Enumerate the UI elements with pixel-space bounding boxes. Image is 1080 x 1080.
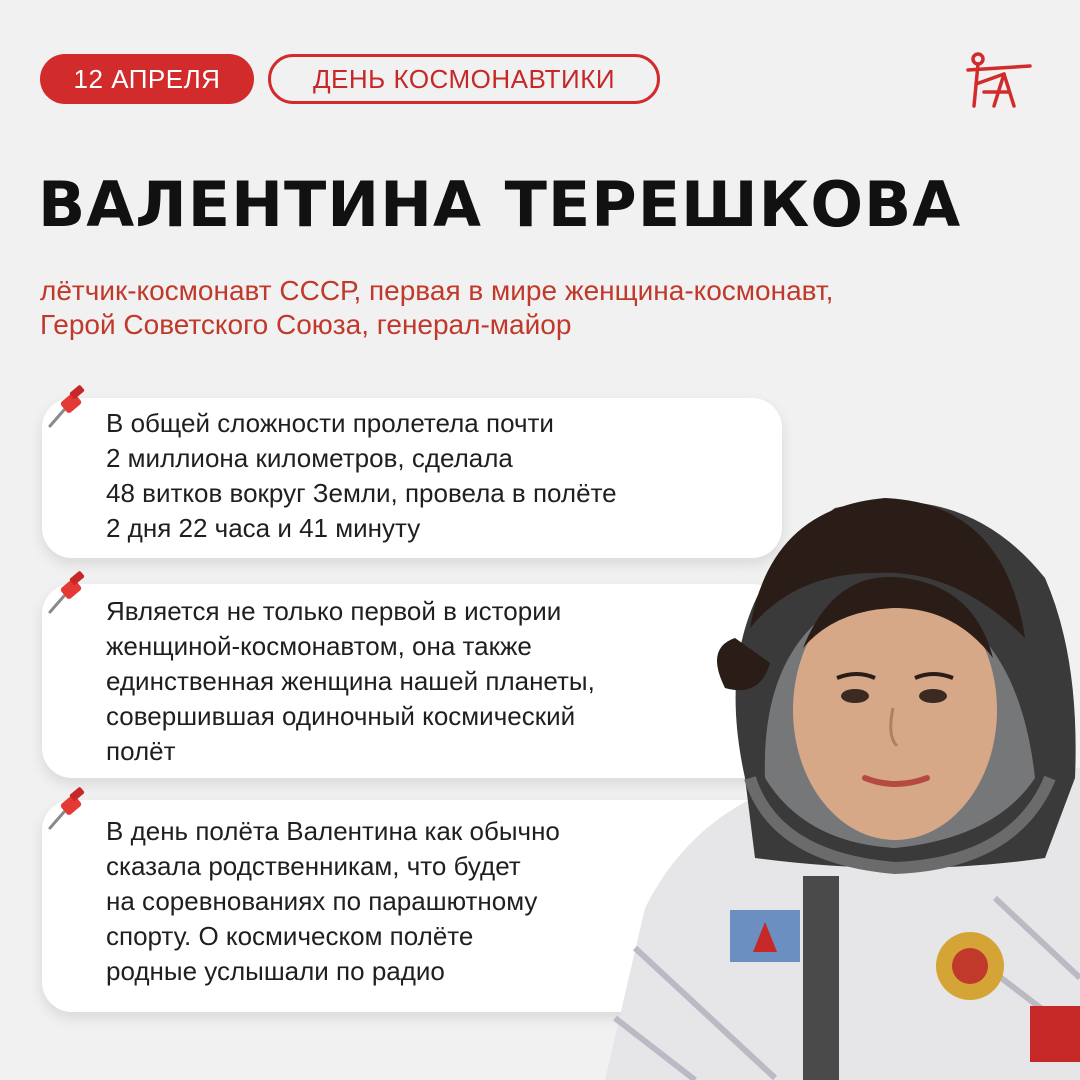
event-label: ДЕНЬ КОСМОНАВТИКИ bbox=[312, 63, 616, 94]
cosmonaut-portrait bbox=[575, 478, 1080, 1080]
subtitle bbox=[40, 274, 1070, 342]
fact-text-2: Является не только первой в истории женщиной-космонавтом, она также единственная женщина нашей планеты, совершившая одиночный космический полёт bbox=[106, 596, 595, 766]
event-badge bbox=[268, 54, 660, 104]
pushpin-icon bbox=[42, 384, 90, 432]
subtitle-line-1: лётчик-космонавт СССР, первая в мире женщина-космонавт, bbox=[40, 275, 834, 306]
pushpin-icon bbox=[42, 570, 90, 618]
fact-text-3: В день полёта Валентина как обычно сказала родственникам, что будет на соревнованиях по парашютному спорту. О космическом полёте родные услышали по радио bbox=[106, 816, 560, 986]
subtitle-line-2: Герой Советского Союза, генерал-майор bbox=[40, 309, 572, 340]
date-badge bbox=[40, 54, 254, 104]
fact-text-1: В общей сложности пролетела почти 2 миллиона километров, сделала 48 витков вокруг Земли, провела в полёте 2 дня 22 часа и 41 минуту bbox=[106, 408, 617, 543]
pushpin-icon bbox=[42, 786, 90, 834]
stick-figure-logo-icon bbox=[964, 52, 1034, 110]
date-label: 12 АПРЕЛЯ bbox=[73, 63, 221, 94]
page-title: ВАЛЕНТИНА ТЕРЕШКОВА bbox=[38, 168, 962, 241]
